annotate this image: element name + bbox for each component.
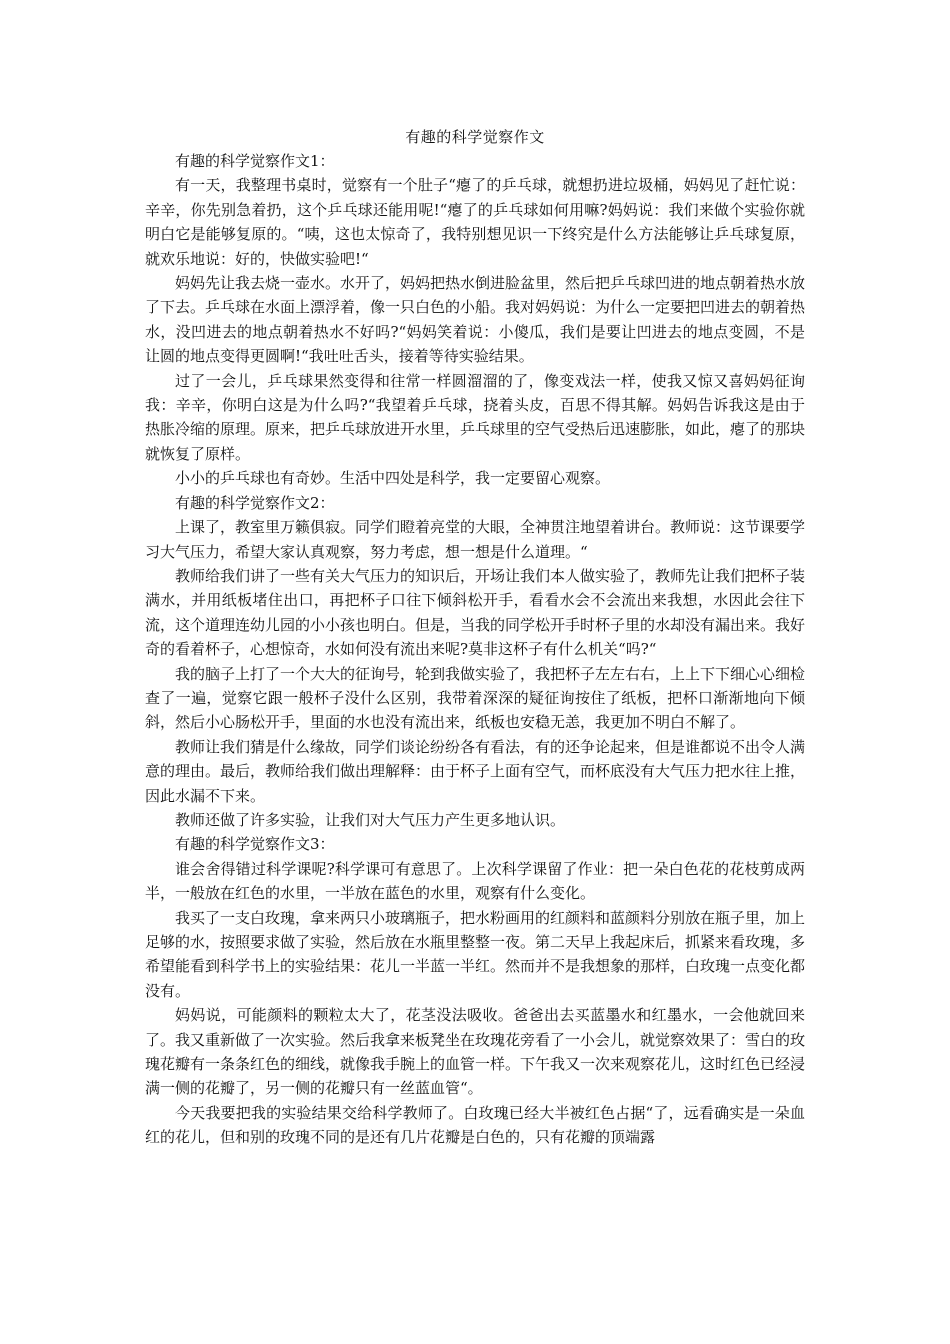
- section-3: [145, 832, 805, 1149]
- section-heading: 有趣的科学觉察作文2：: [175, 493, 335, 512]
- paragraph: 我买了一支白玫瑰，拿来两只小玻璃瓶子，把水粉画用的红颜料和蓝颜料分别放在瓶子里，加上足够的水，按照要求做了实验，然后放在水瓶里整整一夜。第二天早上我起床后，抓紧来看玫瑰，多希望能看到科学书上的实验结果：花儿一半蓝一半红。然而并不是我想象的那样，白玫瑰一点变化都没有。: [145, 908, 806, 1000]
- paragraph: 今天我要把我的实验结果交给科学教师了。白玫瑰已经大半被红色占据“了，远看确实是一朵血红的花儿，但和别的玫瑰不同的是还有几片花瓣是白色的，只有花瓣的顶端露: [145, 1103, 805, 1147]
- paragraph: 有一天，我整理书桌时，觉察有一个肚子“瘪了的乒乓球，就想扔进垃圾桶，妈妈见了赶忙说：辛辛，你先别急着扔，这个乒乓球还能用呢!“瘪了的乒乓球如何用嘛?妈妈说：我们来做个实验你就明白它是能够复原的。“咦，这也太惊奇了，我特别想见识一下终究是什么方法能够让乒乓球复原，就欢乐地说：好的，快做实验吧!“: [145, 176, 805, 268]
- paragraph: 上课了，教室里万籁俱寂。同学们瞪着亮堂的大眼，全神贯注地望着讲台。教师说：这节课要学习大气压力，希望大家认真观察，努力考虑，想一想是什么道理。“: [145, 518, 806, 561]
- section-2: [145, 491, 805, 833]
- paragraph: 我的脑子上打了一个大大的征询号，轮到我做实验了，我把杯子左左右右，上上下下细心心细检查了一遍，觉察它跟一般杯子没什么区别，我带着深深的疑征询按住了纸板，把杯口渐渐地向下倾斜，然后小心肠松开手，里面的水也没有流出来，纸板也安稳无恙，我更加不明白不解了。: [145, 664, 806, 732]
- paragraph: 教师给我们讲了一些有关大气压力的知识后，开场让我们本人做实验了，教师先让我们把杯子装满水，并用纸板堵住出口，再把杯子口往下倾斜松开手，看看水会不会流出来我想，水因此会往下流，这个道理连幼儿园的小小孩也明白。但是，当我的同学松开手时杯子里的水却没有漏出来。我好奇的看着杯子，心想惊奇，水如何没有流出来呢?莫非这杯子有什么机关“吗?“: [145, 566, 806, 659]
- document-page: [145, 127, 805, 1150]
- paragraph: 妈妈说，可能颜料的颗粒太大了，花茎没法吸收。爸爸出去买蓝墨水和红墨水，一会他就回来了。我又重新做了一次实验。然后我拿来板凳坐在玫瑰花旁看了一小会儿，就觉察效果了：雪白的玫瑰花瓣有一条条红色的细线，就像我手腕上的血管一样。下午我又一次来观察花儿，这时红色已经浸满一侧的花瓣了，另一侧的花瓣只有一丝蓝血管“。: [145, 1006, 806, 1098]
- section-heading: 有趣的科学觉察作文3：: [175, 835, 335, 854]
- section-heading: 有趣的科学觉察作文1：: [175, 152, 335, 170]
- paragraph: 谁会舍得错过科学课呢?科学课可有意思了。上次科学课留了作业：把一朵白色花的花枝剪成两半，一般放在红色的水里，一半放在蓝色的水里，观察有什么变化。: [145, 859, 805, 903]
- section-1: [145, 149, 805, 491]
- document-title: 有趣的科学觉察作文: [405, 128, 545, 146]
- paragraph: 小小的乒乓球也有奇妙。生活中四处是科学，我一定要留心观察。: [175, 469, 611, 488]
- paragraph: 过了一会儿，乒乓球果然变得和往常一样圆溜溜的了，像变戏法一样，使我又惊又喜妈妈征询我：辛辛，你明白这是为什么吗?“我望着乒乓球，挠着头皮，百思不得其解。妈妈告诉我这是由于热胀冷缩的原理。原来，把乒乓球放进开水里，乒乓球里的空气受热后迅速膨胀，如此，瘪了的那块就恢复了原样。: [145, 371, 806, 463]
- paragraph: 教师让我们猜是什么缘故，同学们谈论纷纷各有看法，有的还争论起来，但是谁都说不出令人满意的理由。最后，教师给我们做出理解释：由于杯子上面有空气，而杯底没有大气压力把水往上推，因此水漏不下来。: [145, 737, 806, 805]
- paragraph: 教师还做了许多实验，让我们对大气压力产生更多地认识。: [175, 810, 566, 829]
- paragraph: 妈妈先让我去烧一壶水。水开了，妈妈把热水倒进脸盆里，然后把乒乓球凹进的地点朝着热水放了下去。乒乓球在水面上漂浮着，像一只白色的小船。我对妈妈说：为什么一定要把凹进去的朝着热水，没凹进去的地点朝着热水不好吗?“妈妈笑着说：小傻瓜，我们是要让凹进去的地点变圆，不是让圆的地点变得更圆啊!“我吐吐舌头，接着等待实验结果。: [145, 274, 806, 366]
